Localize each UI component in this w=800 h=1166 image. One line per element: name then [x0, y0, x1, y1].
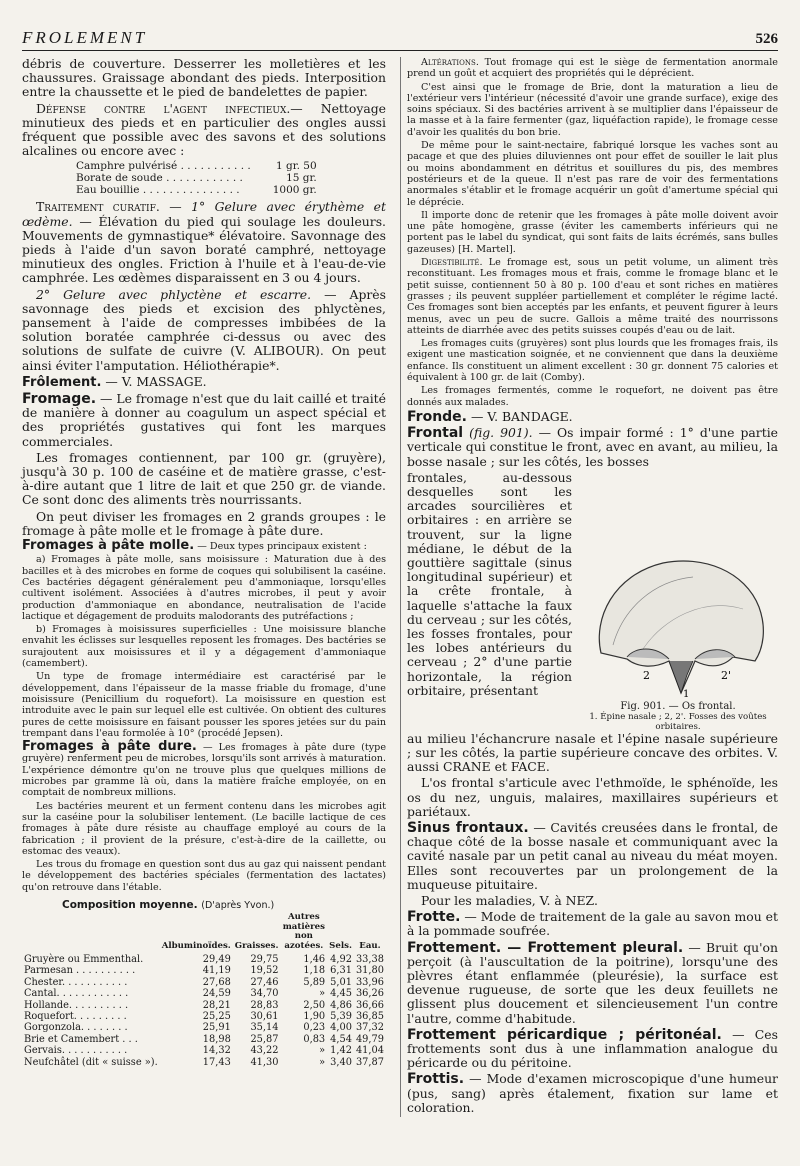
sinus-text: — Cavités creusées dans le frontal, de chaque côté de la bosse nasale et communiquant avec la cavité nasale par un petit canal au niveau du méat moyen. Elles sont recouvertes par un prolongement de la muqueuse pituitaire.: [407, 819, 778, 892]
gelure2-label: 2° Gelure avec phlyctène et escarre.: [36, 286, 312, 302]
composition-value-cell: 5,01: [330, 976, 352, 988]
frontal-rest: au milieu l'échancrure nasale et l'épine nasale supérieure ; sur les côtés, la partie supérieure concave des orbites. V. aussi CRANE et FACE.: [407, 730, 778, 775]
page-header: [22, 18, 778, 51]
recipe-qty: 15 gr.: [286, 172, 317, 185]
sinus-paragraph-2: Pour les maladies, V. à NEZ.: [421, 892, 598, 908]
composition-value-cell: 1,18: [303, 965, 326, 977]
composition-value-cell: 41,30: [250, 1056, 279, 1068]
pate-molle-text: — Deux types principaux existent :: [197, 541, 367, 553]
frottis-entry: [407, 1072, 778, 1115]
pate-dure-paragraph-3: Les trous du fromage en question sont dus au gaz qui naissent pendant le développement des bactéries spéciales (fermentation des lactates) qu'on retrouve dans l'étable.: [22, 859, 386, 893]
composition-value-cell: 0,83: [303, 1033, 326, 1045]
composition-value-cell: 27,68: [202, 976, 231, 988]
frontal-paragraph-2: L'os frontal s'articule avec l'ethmoïde, le sphénoïde, les os du nez, unguis, malaires, maxillaires supérieurs et pariétaux.: [407, 775, 778, 819]
gelure2-text: — Après savonnage des pieds et excision des phlyctènes, pansement à l'aide de compresses imbibées de la solution boratée camphrée ci-dessus ou avec des solutions de sulfate de cuivre (V. ALIBOUR). On peut ainsi éviter l'amputation. Héliothérapie*.: [22, 286, 386, 373]
sinus-entry: [407, 821, 778, 892]
figure-label-2-prime: 2': [721, 668, 732, 682]
sinus-headword: Sinus frontaux.: [407, 819, 529, 836]
composition-value-cell: 29,49: [202, 954, 231, 965]
composition-header-row: [22, 913, 386, 954]
composition-value-cell: 2,50: [303, 999, 326, 1011]
figure-label-1: 1: [683, 688, 690, 699]
composition-value-cell: 36,85: [355, 1011, 384, 1023]
page-number: 526: [755, 31, 778, 47]
composition-value-cell: 4,86: [330, 999, 352, 1011]
frottement-text: — Bruit qu'on perçoit (à l'auscultation de la poitrine), lorsqu'une des plèvres étant enflammée (pleurésie), la surface est devenue rugueuse, de sorte que les deux feuillets ne glissent plus doucement et silencieusement l'un contre l'autre, comme d'habitude.: [407, 939, 778, 1026]
defense-paragraph: [22, 102, 386, 159]
composition-value-cell: 1,90: [303, 1011, 326, 1023]
composition-value-cell: 1,42: [330, 1045, 352, 1057]
composition-value-cell: 30,61: [250, 1011, 279, 1023]
frontal-bone-illustration: [583, 549, 773, 699]
frotte-headword: Frotte.: [407, 909, 461, 926]
composition-row: [22, 965, 386, 976]
composition-value-cell: 4,54: [330, 1033, 352, 1045]
frontal-headword: Frontal: [407, 425, 464, 442]
frottement-entry: [407, 941, 778, 1026]
composition-row: [22, 988, 386, 999]
pericardique-entry: [407, 1028, 778, 1071]
pate-dure-text: — Les fromages à pâte dure (type gruyère) renferment peu de microbes, lorsqu'ils sont arrivés à maturation. L'expérience démontre qu'on ne trouve plus que quelques millions de microbes par gramme là où, dans la matière fraîche employée, on en comptait de nombreux millions.: [22, 742, 387, 799]
composition-value-cell: 36,66: [355, 999, 384, 1011]
composition-value-cell: 5,89: [303, 976, 326, 988]
cuits-paragraph: Les fromages cuits (gruyères) sont plus lourds que les fromages frais, ils exigent une mastication soignée, et ne conviennent que dans la deuxième enfance. Ils constituent un aliment excellent : 30 gr. donnent 75 calories et équivalent à 100 gr. de lait (Comby).: [407, 338, 778, 384]
composition-table: [22, 913, 386, 1068]
recipe-row: [72, 160, 321, 172]
composition-value-cell: 4,92: [330, 954, 352, 965]
traitement-label: Traitement curatif.: [36, 199, 160, 215]
fermentes-paragraph: Les fromages fermentés, comme le roquefort, ne doivent pas être donnés aux malades.: [407, 385, 778, 408]
composition-value-cell: 33,38: [355, 954, 384, 965]
alterations-text: Tout fromage qui est le siège de fermentation anormale prend un goût et acquiert des propriétés qui le déprécient.: [407, 57, 778, 80]
column-header: Albuminoïdes.: [161, 940, 231, 951]
recipe-row: [72, 172, 321, 184]
composition-value-cell: »: [319, 1056, 326, 1068]
composition-value-cell: 41,04: [355, 1045, 384, 1057]
frontal-figure: [578, 471, 778, 732]
intro-paragraph: débris de couverture. Desserrer les molletières et les chaussures. Graissage abondant des pieds. Interposition entre la chaussette et le pied de bandelettes de papier.: [22, 56, 386, 100]
composition-value-cell: 28,21: [202, 999, 231, 1011]
composition-body: [22, 954, 386, 1068]
composition-value-cell: 27,46: [250, 976, 279, 988]
composition-value-cell: 36,26: [355, 988, 384, 1000]
pate-molle-b: b) Fromages à moisissures superficielles : Une moisissure blanche envahit les éclisses sur lesquelles reposent les fromages. Des bactéries se surajoutent aux moisissures et il y a dégagement d'ammoniaque (camembert).: [22, 624, 386, 670]
cheese-name-cell: Neufchâtel (dit « suisse »).: [24, 1056, 158, 1068]
frottement-headword: Frottement. — Frottement pleural.: [407, 939, 684, 956]
frottis-headword: Frottis.: [407, 1071, 465, 1088]
pericardique-headword: Frottement péricardique ; péritonéal.: [407, 1026, 722, 1043]
pate-dure-paragraph-2: Les bactéries meurent et un ferment contenu dans les microbes agit sur la caséine pour la solubiliser lentement. (Le bacille lactique de ces fromages à pâte dure résiste au chauffage employé au cours de la fabrication ; il provient de la présure, c'est-à-dire de la caillette, ou estomac des veaux).: [22, 800, 386, 857]
pate-dure-entry: [22, 741, 386, 798]
composition-value-cell: 1,46: [303, 954, 326, 965]
digestibilite-text: Le fromage est, sous un petit volume, un aliment très reconstituant. Les fromages mous et frais, comme le fromage blanc et le petit suisse, contiennent 50 à 80 p. 100 d'eau et sont riches en matières grasses ; ils peuvent suppléer partiellement et compléter le régime lacté. Ces fromages sont bien acceptés par les enfants, et peuvent figurer à leurs menus, avec un peu de sucre. Gallois a même traité des nourrissons atteints de diarrhée avec des petits suisses coupés d'eau ou de lait.: [407, 257, 778, 336]
composition-value-cell: 4,45: [330, 988, 352, 1000]
composition-value-cell: 34,70: [250, 988, 279, 1000]
defense-text: — Nettoyage minutieux des pieds et en particulier des ongles aussi fréquent que possible avec des savons et des solutions alcalines ou encore avec :: [22, 100, 386, 159]
gelure2-paragraph: [22, 288, 386, 373]
frontal-entry: [407, 426, 778, 469]
frotte-entry: [407, 910, 778, 938]
traitement-text: — Élévation du pied qui soulage les douleurs. Mouvements de gymnastique* élévatoire. Savonnage des pieds à l'aide d'un savon boraté camphré, nettoyage minutieux des ongles. Friction à l'huile et à l'eau-de-vie camphrée. Les œdèmes disparaissent en 3 ou 4 jours.: [22, 213, 386, 286]
fronde-entry: [407, 410, 778, 424]
composition-value-cell: 3,40: [330, 1056, 352, 1068]
composition-value-cell: 28,83: [250, 999, 279, 1011]
composition-value-cell: »: [319, 1045, 326, 1057]
cheese-name-cell: Hollande. . . . . . . . . .: [24, 999, 129, 1011]
composition-row: [22, 1000, 386, 1011]
pericardique-text: — Ces frottements sont dus à une inflammation analogue du péricarde ou du péritoine.: [407, 1026, 778, 1071]
column-header: Sels.: [329, 940, 352, 951]
figure-caption: Fig. 901. — Os frontal.: [620, 700, 736, 712]
traitement-sub: — 1° Gelure avec érythème et œdème.: [22, 199, 386, 229]
nectaire-paragraph: De même pour le saint-nectaire, fabriqué lorsque les vaches sont au pacage et que des pluies diluviennes ont pour effet de souiller le lait plus ou moins abondamment en détritus et souillures du pis, des membres postérieurs et de la queue. Il n'est pas rare de voir des fermentations anormales s'établir et le fromage acquérir un goût d'amertume spécial qui le déprécie.: [407, 140, 778, 208]
recipe-table: [72, 160, 321, 196]
pate-molle-headword: Fromages à pâte molle.: [22, 538, 195, 554]
cheese-name-cell: Brie et Camembert . . .: [24, 1033, 138, 1045]
composition-value-cell: 24,59: [202, 988, 231, 1000]
column-header: [22, 913, 160, 954]
alterations-paragraph: [407, 57, 778, 80]
pate-molle-entry: [22, 540, 386, 552]
composition-value-cell: 49,79: [355, 1033, 384, 1045]
cheese-name-cell: Cantal. . . . . . . . . . . .: [24, 988, 129, 1000]
fromage-text: — Le fromage n'est que du lait caillé et traité de manière à donner au coagulum un aspect spécial et des propriétés gustatives qui font les marques commerciales.: [22, 391, 386, 449]
composition-value-cell: 25,25: [202, 1011, 231, 1023]
frolement-text: — V. MASSAGE.: [105, 373, 207, 389]
frolement-entry: [22, 375, 386, 390]
composition-row: [22, 977, 386, 988]
composition-source: (D'après Yvon.): [201, 900, 275, 911]
composition-value-cell: 29,75: [250, 954, 279, 965]
defense-label: Défense contre l'agent infectieux.: [36, 100, 291, 116]
fromage-headword: Fromage.: [22, 391, 97, 408]
fromage-entry: [22, 392, 386, 449]
running-title: FROLEMENT: [22, 28, 148, 47]
frontal-lead: — Os impair formé : 1° d'une partie verticale qui constitue le front, avec en avant, au milieu, la bosse nasale ; sur les côtés, les bosses: [407, 425, 778, 469]
composition-value-cell: 37,87: [355, 1056, 384, 1068]
recipe-qty: 1 gr. 50: [276, 160, 317, 173]
composition-row: [22, 1011, 386, 1022]
recipe-row: [72, 184, 321, 196]
cheese-name-cell: Parmesan . . . . . . . . . .: [24, 965, 136, 977]
composition-value-cell: 0,23: [303, 1022, 326, 1034]
composition-value-cell: 31,80: [355, 965, 384, 977]
frontal-narrow-text: frontales, au-dessous desquelles sont les arcades sourcilières et orbitaires : en arrière se trouvent, sur la ligne médiane, le début de la gouttière sagittale (sinus longitudinal supérieur) et la crête frontale, à laquelle s'attache la faux du cerveau ; sur les côtés, les fosses frontales, pour les lobes antérieurs du cerveau ; 2° d'une partie horizontale, la région orbitaire, présentant: [407, 469, 572, 698]
column-header: Eau.: [359, 940, 381, 951]
composition-value-cell: 25,87: [250, 1033, 279, 1045]
composition-value-cell: 25,91: [202, 1022, 231, 1034]
digestibilite-paragraph: [407, 257, 778, 336]
composition-title: [62, 899, 386, 911]
pate-dure-headword: Fromages à pâte dure.: [22, 739, 197, 755]
digestibilite-label: Digestibilité.: [421, 257, 483, 269]
recipe-name: Camphre pulvérisé . . . . . . . . . . .: [76, 160, 251, 173]
composition-value-cell: »: [319, 988, 326, 1000]
fronde-headword: Fronde.: [407, 408, 467, 425]
cheese-name-cell: Chester. . . . . . . . . . .: [24, 976, 128, 988]
composition-value-cell: 19,52: [250, 965, 279, 977]
composition-value-cell: 4,00: [330, 1022, 352, 1034]
composition-value-cell: 18,98: [202, 1033, 231, 1045]
composition-value-cell: 35,14: [250, 1022, 279, 1034]
fromage-paragraph-3: On peut diviser les fromages en 2 grands groupes : le fromage à pâte molle et le fromage à pâte dure.: [22, 508, 386, 538]
cheese-name-cell: Gorgonzola. . . . . . . .: [24, 1022, 128, 1034]
traitement-paragraph: [22, 200, 386, 285]
composition-value-cell: 43,22: [250, 1045, 279, 1057]
frontal-figure-block: [407, 471, 778, 732]
cheese-name-cell: Roquefort. . . . . . . . .: [24, 1011, 127, 1023]
right-column: [400, 57, 778, 1117]
fromage-paragraph-2: Les fromages contiennent, par 100 gr. (gruyère), jusqu'à 30 p. 100 de caséine et de matière grasse, c'est-à-dire autant que 1 litre de lait et que 250 gr. de viande. Ce sont donc des aliments très nourrissants.: [22, 449, 386, 508]
composition-value-cell: 33,96: [355, 976, 384, 988]
recipe-qty: 1000 gr.: [272, 184, 317, 197]
fronde-text: — V. BANDAGE.: [470, 408, 573, 424]
alterations-label: Altérations.: [421, 57, 479, 68]
composition-value-cell: 17,43: [202, 1056, 231, 1068]
composition-row: [22, 1045, 386, 1056]
cheese-name-cell: Gruyère ou Emmenthal.: [24, 954, 144, 965]
frolement-headword: Frôlement.: [22, 374, 102, 390]
dictionary-page: [22, 18, 778, 1154]
composition-value-cell: 41,19: [202, 965, 231, 977]
left-column: [22, 57, 386, 1117]
composition-value-cell: 5,39: [330, 1011, 352, 1023]
composition-value-cell: 37,32: [355, 1022, 384, 1034]
column-header: Graisses.: [234, 940, 279, 951]
recipe-name: Borate de soude . . . . . . . . . . . .: [76, 172, 243, 185]
frontal-fig-ref: (fig. 901).: [469, 425, 533, 441]
column-header: Autres matières non azotées.: [282, 912, 325, 951]
composition-row: [22, 1034, 386, 1045]
cheese-name-cell: Gervais. . . . . . . . . . .: [24, 1045, 128, 1057]
composition-value-cell: 14,32: [202, 1045, 231, 1057]
frottis-text: — Mode d'examen microscopique d'une humeur (pus, sang) après étalement, fixation sur lame et coloration.: [407, 1071, 778, 1115]
pate-molle-a: a) Fromages à pâte molle, sans moisissure : Maturation due à des bacilles et à des microbes en forme de coques qui solubilisent la caséine. Ces bactéries dégagent généralement peu d'ammoniaque, lorsqu'elles cultivent isolément. Associées à d'autres microbes, il peut y avoir production d'ammoniaque en abondance, neutralisation de l'acide lactique et dégagement de produits malodorants des putréfactions ;: [22, 554, 386, 622]
composition-row: [22, 1022, 386, 1033]
frotte-text: — Mode de traitement de la gale au savon mou et à la pommade soufrée.: [407, 909, 778, 939]
camembert-paragraph: Il importe donc de retenir que les fromages à pâte molle doivent avoir une pâte homogène, grasse (éviter les camemberts inférieurs qui ne portent pas le label du syndicat, qui sont faits de laits écrémés, sans bulles gazeuses) [H. Martel].: [407, 209, 778, 255]
figure-legend: 1. Épine nasale ; 2, 2'. Fosses des voûtes orbitaires.: [589, 711, 767, 732]
brie-paragraph: C'est ainsi que le fromage de Brie, dont la maturation a lieu de l'extérieur vers l'intérieur (nécessité d'avoir une grande surface), exige des soins spéciaux. Si des bactéries arrivent à se multiplier dans l'épaisseur de la masse et à la faire fermenter (gaz, liquéfaction rapide), le fromage cesse d'avoir les qualités du bon brie.: [407, 81, 778, 138]
composition-value-cell: 6,31: [330, 965, 352, 977]
two-column-body: [22, 57, 778, 1117]
composition-row: [22, 954, 386, 965]
recipe-name: Eau bouillie . . . . . . . . . . . . . . .: [76, 184, 240, 197]
composition-row: [22, 1057, 386, 1068]
pate-molle-c: Un type de fromage intermédiaire est caractérisé par le développement, dans l'épaisseur de la masse friable du fromage, d'une moisissure (Penicillium du roquefort). La moisissure en question est introduite avec le pain sur lequel elle est cultivée. On obtient des cultures pures de cette moisissure en faisant pousser les spores jetées sur du pain trempant dans l'eau formolée à 10° (procédé Jepsen).: [22, 671, 386, 739]
composition-heading: Composition moyenne.: [62, 899, 198, 911]
figure-label-2: 2: [643, 668, 650, 682]
